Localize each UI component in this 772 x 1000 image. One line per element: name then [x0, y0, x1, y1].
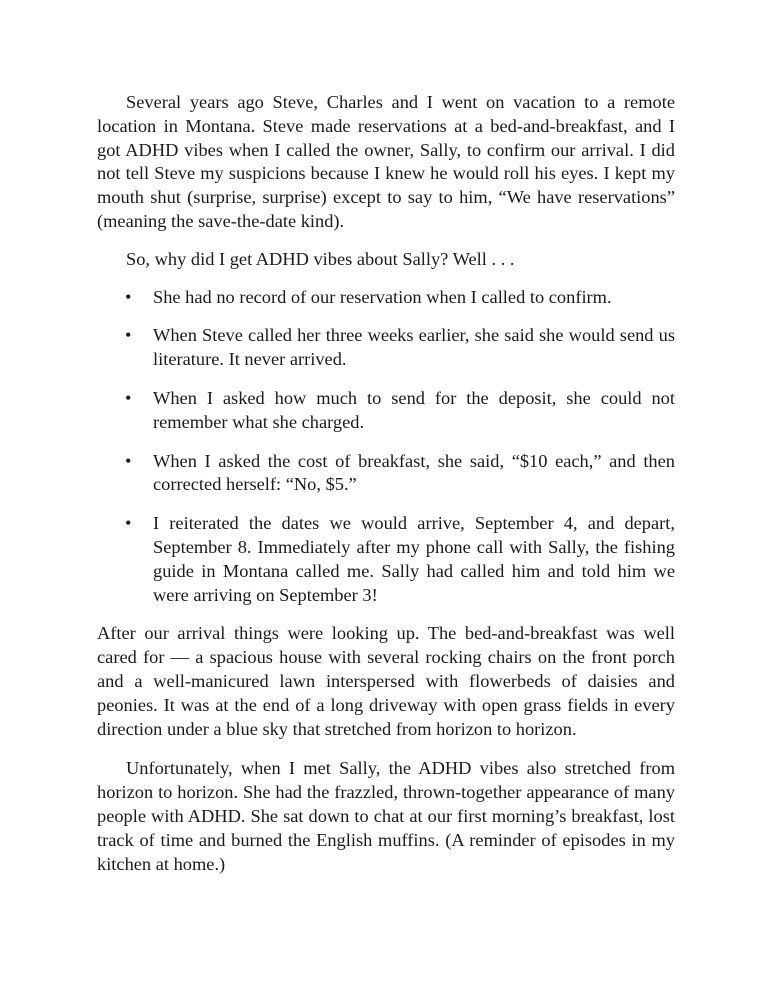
bullet-item: [97, 324, 675, 372]
bullet-marker: •: [125, 513, 132, 534]
bullet-item: [97, 286, 675, 310]
bullet-list: [97, 286, 675, 608]
bullet-marker: •: [125, 325, 132, 346]
bullet-item: [97, 450, 675, 498]
intro-paragraph: Several years ago Steve, Charles and I went on vacation to a remote location in Montana. Steve made reservations at a bed-and-breakfast, and I got ADHD vibes when I called the owner, Sally, to confirm our arrival. I did not tell Steve my suspicions because I knew he would roll his eyes. I kept my mouth shut (surprise, surprise) except to say to him, “We have reservations” (meaning the save-the-date kind).: [97, 92, 675, 231]
bullet-marker: •: [125, 286, 132, 307]
bullet-text: I reiterated the dates we would arrive, September 4, and depart, September 8. Immediately after my phone call with Sally, the fishing guide in Montana called me. Sally had called him and told him we were arriving on September 3!: [153, 513, 675, 605]
bullet-item: [97, 387, 675, 435]
meeting-paragraph: Unfortunately, when I met Sally, the ADHD vibes also stretched from horizon to horizon. She had the frazzled, thrown-together appearance of many people with ADHD. She sat down to chat at our first morning’s breakfast, lost track of time and burned the English muffins. (A reminder of episodes in my kitchen at home.): [97, 758, 675, 874]
question-paragraph: So, why did I get ADHD vibes about Sally? Well . . .: [126, 248, 515, 269]
document-page: [97, 91, 675, 876]
bullet-item: [97, 512, 675, 607]
arrival-paragraph: After our arrival things were looking up. The bed-and-breakfast was well cared for — a spacious house with several rocking chairs on the front porch and a well-manicured lawn interspersed with flowerbeds of daisies and peonies. It was at the end of a long driveway with open grass fields in every direction under a blue sky that stretched from horizon to horizon.: [97, 623, 675, 739]
bullet-marker: •: [125, 450, 132, 471]
bullet-marker: •: [125, 387, 132, 408]
bullet-text: She had no record of our reservation when I called to confirm.: [153, 286, 612, 307]
bullet-text: When I asked the cost of breakfast, she said, “$10 each,” and then corrected herself: “No, $5.”: [153, 450, 675, 495]
bullet-text: When I asked how much to send for the deposit, she could not remember what she charged.: [153, 387, 675, 432]
bullet-text: When Steve called her three weeks earlier, she said she would send us literature. It never arrived.: [153, 325, 675, 370]
